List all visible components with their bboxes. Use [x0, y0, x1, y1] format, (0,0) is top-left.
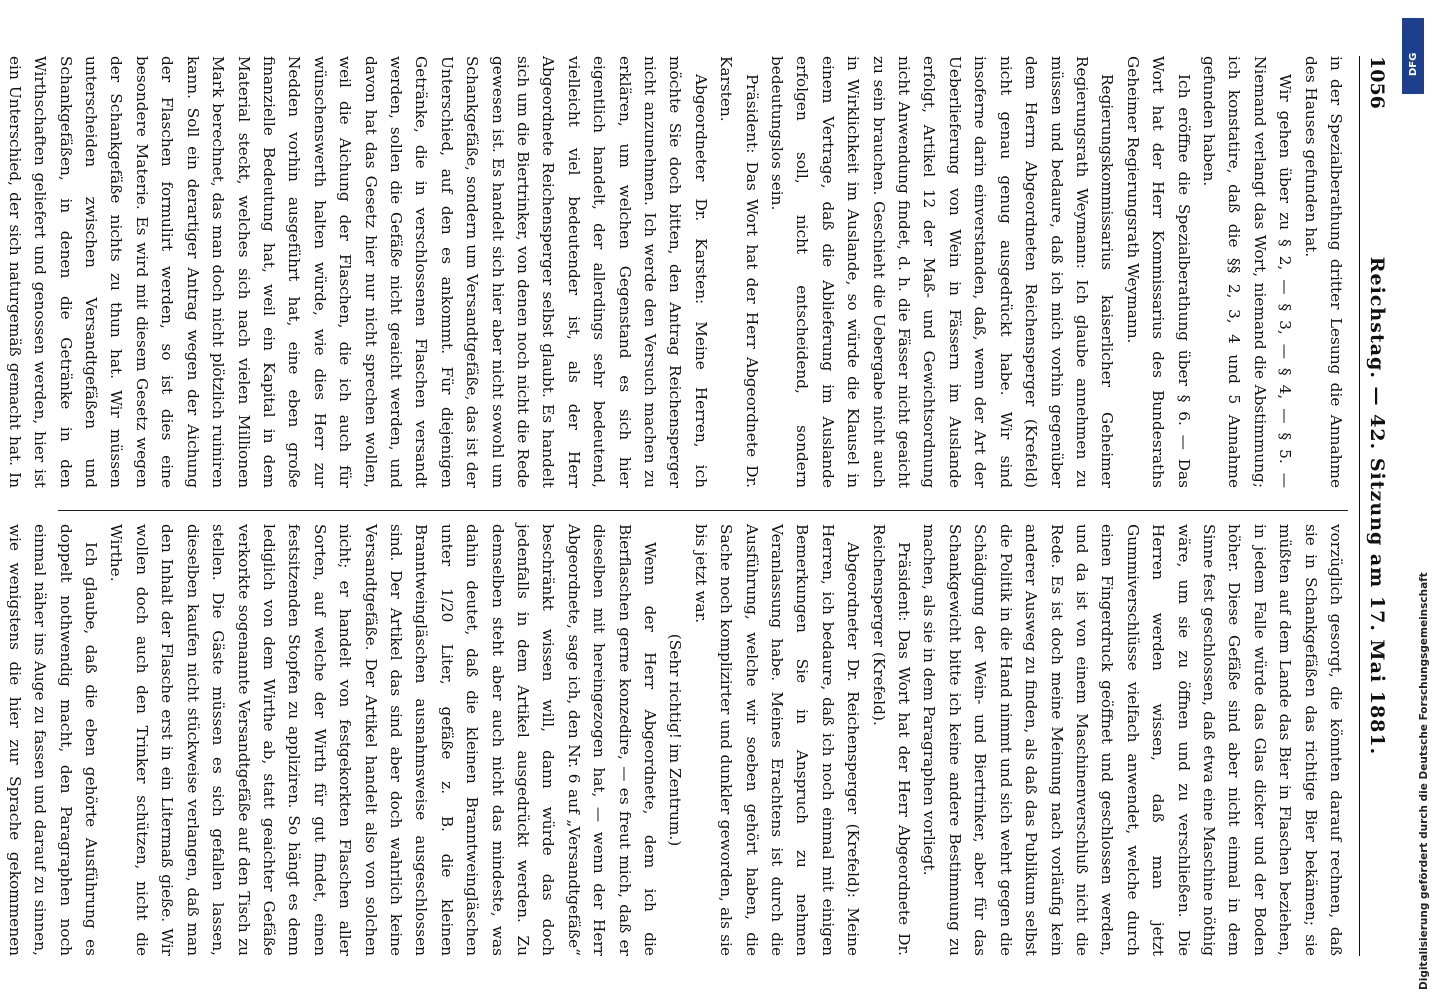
right-column — [5, 524, 1348, 956]
digitization-note — [1398, 110, 1430, 990]
paragraph: Ich glaube, daß die eben gehörte Ausführung es doppelt nothwendig macht, den Paragraphen noch einmal näher ins Auge zu fassen und darauf zu sinnen, wie wenigstens die hier zur Sprache gekommenen — [5, 524, 101, 956]
paragraph: Wir gehen über zu § 2, — § 3, — § 4, — § 5. — Niemand verlangt das Wort, niemand die Abstimmung; ich konstatire, daß die §§ 2, 3, 4 und 5 Annahme gefunden haben. — [1199, 56, 1295, 488]
paragraph: Regierungskommissarius kaiserlicher Geheimer Regierungsrath Weymann: Ich glaube annehmen zu müssen und bedaure, daß ich mich vorhin gegenüber dem Herrn Abgeordneten Reichensperger (Krefeld) nicht genau genug ausgedrückt habe. Wir sind insoferne darin einverstanden, daß, wenn der Art der Ueberlieferung von Wein in Fässern im Auslande erfolgt, Artikel 12 der Maß- und Gewichtsordnung nicht Anwendung findet, d. h. die Fässer nicht geaicht zu sein brauchen. Geschieht die Uebergabe nicht auch in Wirklichkeit im Auslande, so würde die Klausel in einem Vertrage, daß die Ablieferung im Auslande erfolgen soll, nicht entscheidend, sondern bedeutungslos sein. — [768, 56, 1117, 488]
running-head: Reichstag. — 42. Sitzung am 17. Mai 1881. — [1366, 256, 1388, 756]
digitization-note-text: Digitalisierung gefördert durch die Deutsche Forschungsgemeinschaft — [1418, 572, 1430, 990]
paragraph: Abgeordneter Dr. Karsten: Meine Herren, ich möchte Sie doch bitten, den Antrag Reichensperger nicht anzunehmen. Ich werde den Versuch machen zu erklären, um welchen Gegenstand es sich hier eigentlich handelt, der allerdings sehr bedeutend, vielleicht viel bedeutender ist, als der Herr Abgeordnete Reichensperger selbst glaubt. Es handelt sich um die Biertrinker, von denen noch nicht die Rede gewesen ist. Es handelt sich hier aber nicht sowohl um Schankgefäße, sondern um Versandtgefäße, das ist der Unterschied, auf den es ankommt. Für diejenigen Getränke, die in verschlossenen Flaschen versandt werden, sollen die Gefäße nicht geaicht werden, und davon hat das Gesetz hier nur nicht sprechen wollen, weil die Aichung der Flaschen, die ich auch für wünschenswerth halten würde, wie dies Herr zur Nedden vorhin ausgeführt hat, eine eben große finanzielle Bedeutung hat, weil ein Kapital in dem Material steckt, welches sich nach vielen Millionen Mark berechnet, das man doch nicht plötzlich ruiniren kann. Soll ein derartiger Antrag wegen der Aichung der Flaschen formulirt werden, so ist dies eine besondere Materie. Es wird mit diesem Gesetz wegen der Schankgefäße nichts zu thun hat. Wir müssen unterscheiden zwischen Versandtgefäßen und Schankgefäßen, in denen die Getränke in den Wirthschaften geliefert und genossen werden, hier ist ein Unterschied, der sich naturgemäß gemacht hat. In — [5, 56, 710, 488]
dfg-logo-text: DFG — [1408, 52, 1419, 76]
paragraph: Präsident: Das Wort hat der Herr Abgeordnete Dr. Karsten. — [717, 56, 761, 488]
page-number: 1056 — [1366, 56, 1388, 109]
interjection: (Sehr richtig! im Zentrum.) — [666, 633, 685, 847]
paragraph: vorzüglich gesorgt, die könnten darauf rechnen, daß sie in Schankgefäßen das richtige Bier bekämen; sie müßten auf dem Lande das Bier in Flaschen beziehen, in jedem Falle würde das Glas dicker und der Boden höher. Diese Gefäße sind aber nicht einmal in dem Sinne fest geschlossen, daß etwa eine Maschine nöthig wäre, um sie zu öffnen und zu verschließen. Die Herren werden wissen, daß man jetzt Gummiverschlüsse vielfach anwendet, welche durch einen Fingerdruck geöffnet und geschlossen werden, und da ist von einem Maschinenverschluß nicht die Rede. Es ist doch meine Meinung nach vorläufig kein anderer Ausweg zu finden, als daß das Publikum selbst die Politik in die Hand nimmt und sich wehrt gegen die Schädigung der Wein- und Biertrinker, aber für das Schankgewicht bitte ich keine andere Bestimmung zu machen, als sie in dem Paragraphen vorliegt. — [920, 524, 1345, 956]
left-column — [5, 56, 1348, 488]
paragraph: Präsident: Das Wort hat der Herr Abgeordnete Dr. Reichensperger (Krefeld). — [869, 524, 914, 956]
page-header — [1359, 56, 1390, 956]
paragraph: Abgeordneter Dr. Reichensperger (Krefeld): Meine Herren, ich bedaure, daß ich noch einmal mit einigen Bemerkungen Sie in Anspruch zu nehmen Veranlassung habe. Meines Erachtens ist durch die Ausführung, welche wir soeben gehört haben, die Sache noch komplizirter und dunkler geworden, als sie bis jetzt war. — [691, 524, 863, 956]
paragraph: Ich eröffne die Spezialberathung über § 6. — Das Wort hat der Herr Kommissarius des Bundesraths Geheimer Regierungsrath Weymann. — [1123, 56, 1193, 488]
column-divider — [58, 510, 1348, 511]
paragraph: in der Spezialberathung dritter Lesung die Annahme des Hauses gefunden hat. — [1301, 56, 1345, 488]
rotated-document-page — [5, 36, 1400, 976]
dfg-logo — [1402, 18, 1424, 94]
paragraph: Wenn der Herr Abgeordnete, dem ich die Bierflaschen gerne konzedire, — es freut mich, daß er dieselben mit hereingezogen hat, — wenn der Herr Abgeordnete, sage ich, den Nr. 6 auf „Versandtgefäße“ beschränkt wissen will, dann würde das doch jedenfalls in dem Artikel ausgedrückt werden. Zu demselben steht aber auch nicht das mindeste, was dahin deutet, daß die kleinen Branntweingläschen unter 1/20 Liter, gefäße z. B. die kleinen Branntweingläschen ausnahmsweise ausgeschlossen sind. Der Artikel das sind aber doch wahrlich keine Versandtgefäße. Der Artikel handelt also von solchen nicht; er handelt von festgekorkten Flaschen aller Sorten, auf welche der Wirth für gut findet, einen festsitzenden Stopfen zu appliziren. So hängt es denn lediglich von dem Wirthe ab, statt geaichter Gefäße verkorkte sogenannte Versandtgefäße auf den Tisch zu stellen. Die Gäste müssen es sich gefallen lassen, dieselben kaufen nicht stückweise verlangen, daß man den Inhalt der Flasche erst in ein Litermaß gieße. Wir wollen doch auch den Trinker schützen, nicht die Wirthe. — [107, 524, 660, 956]
